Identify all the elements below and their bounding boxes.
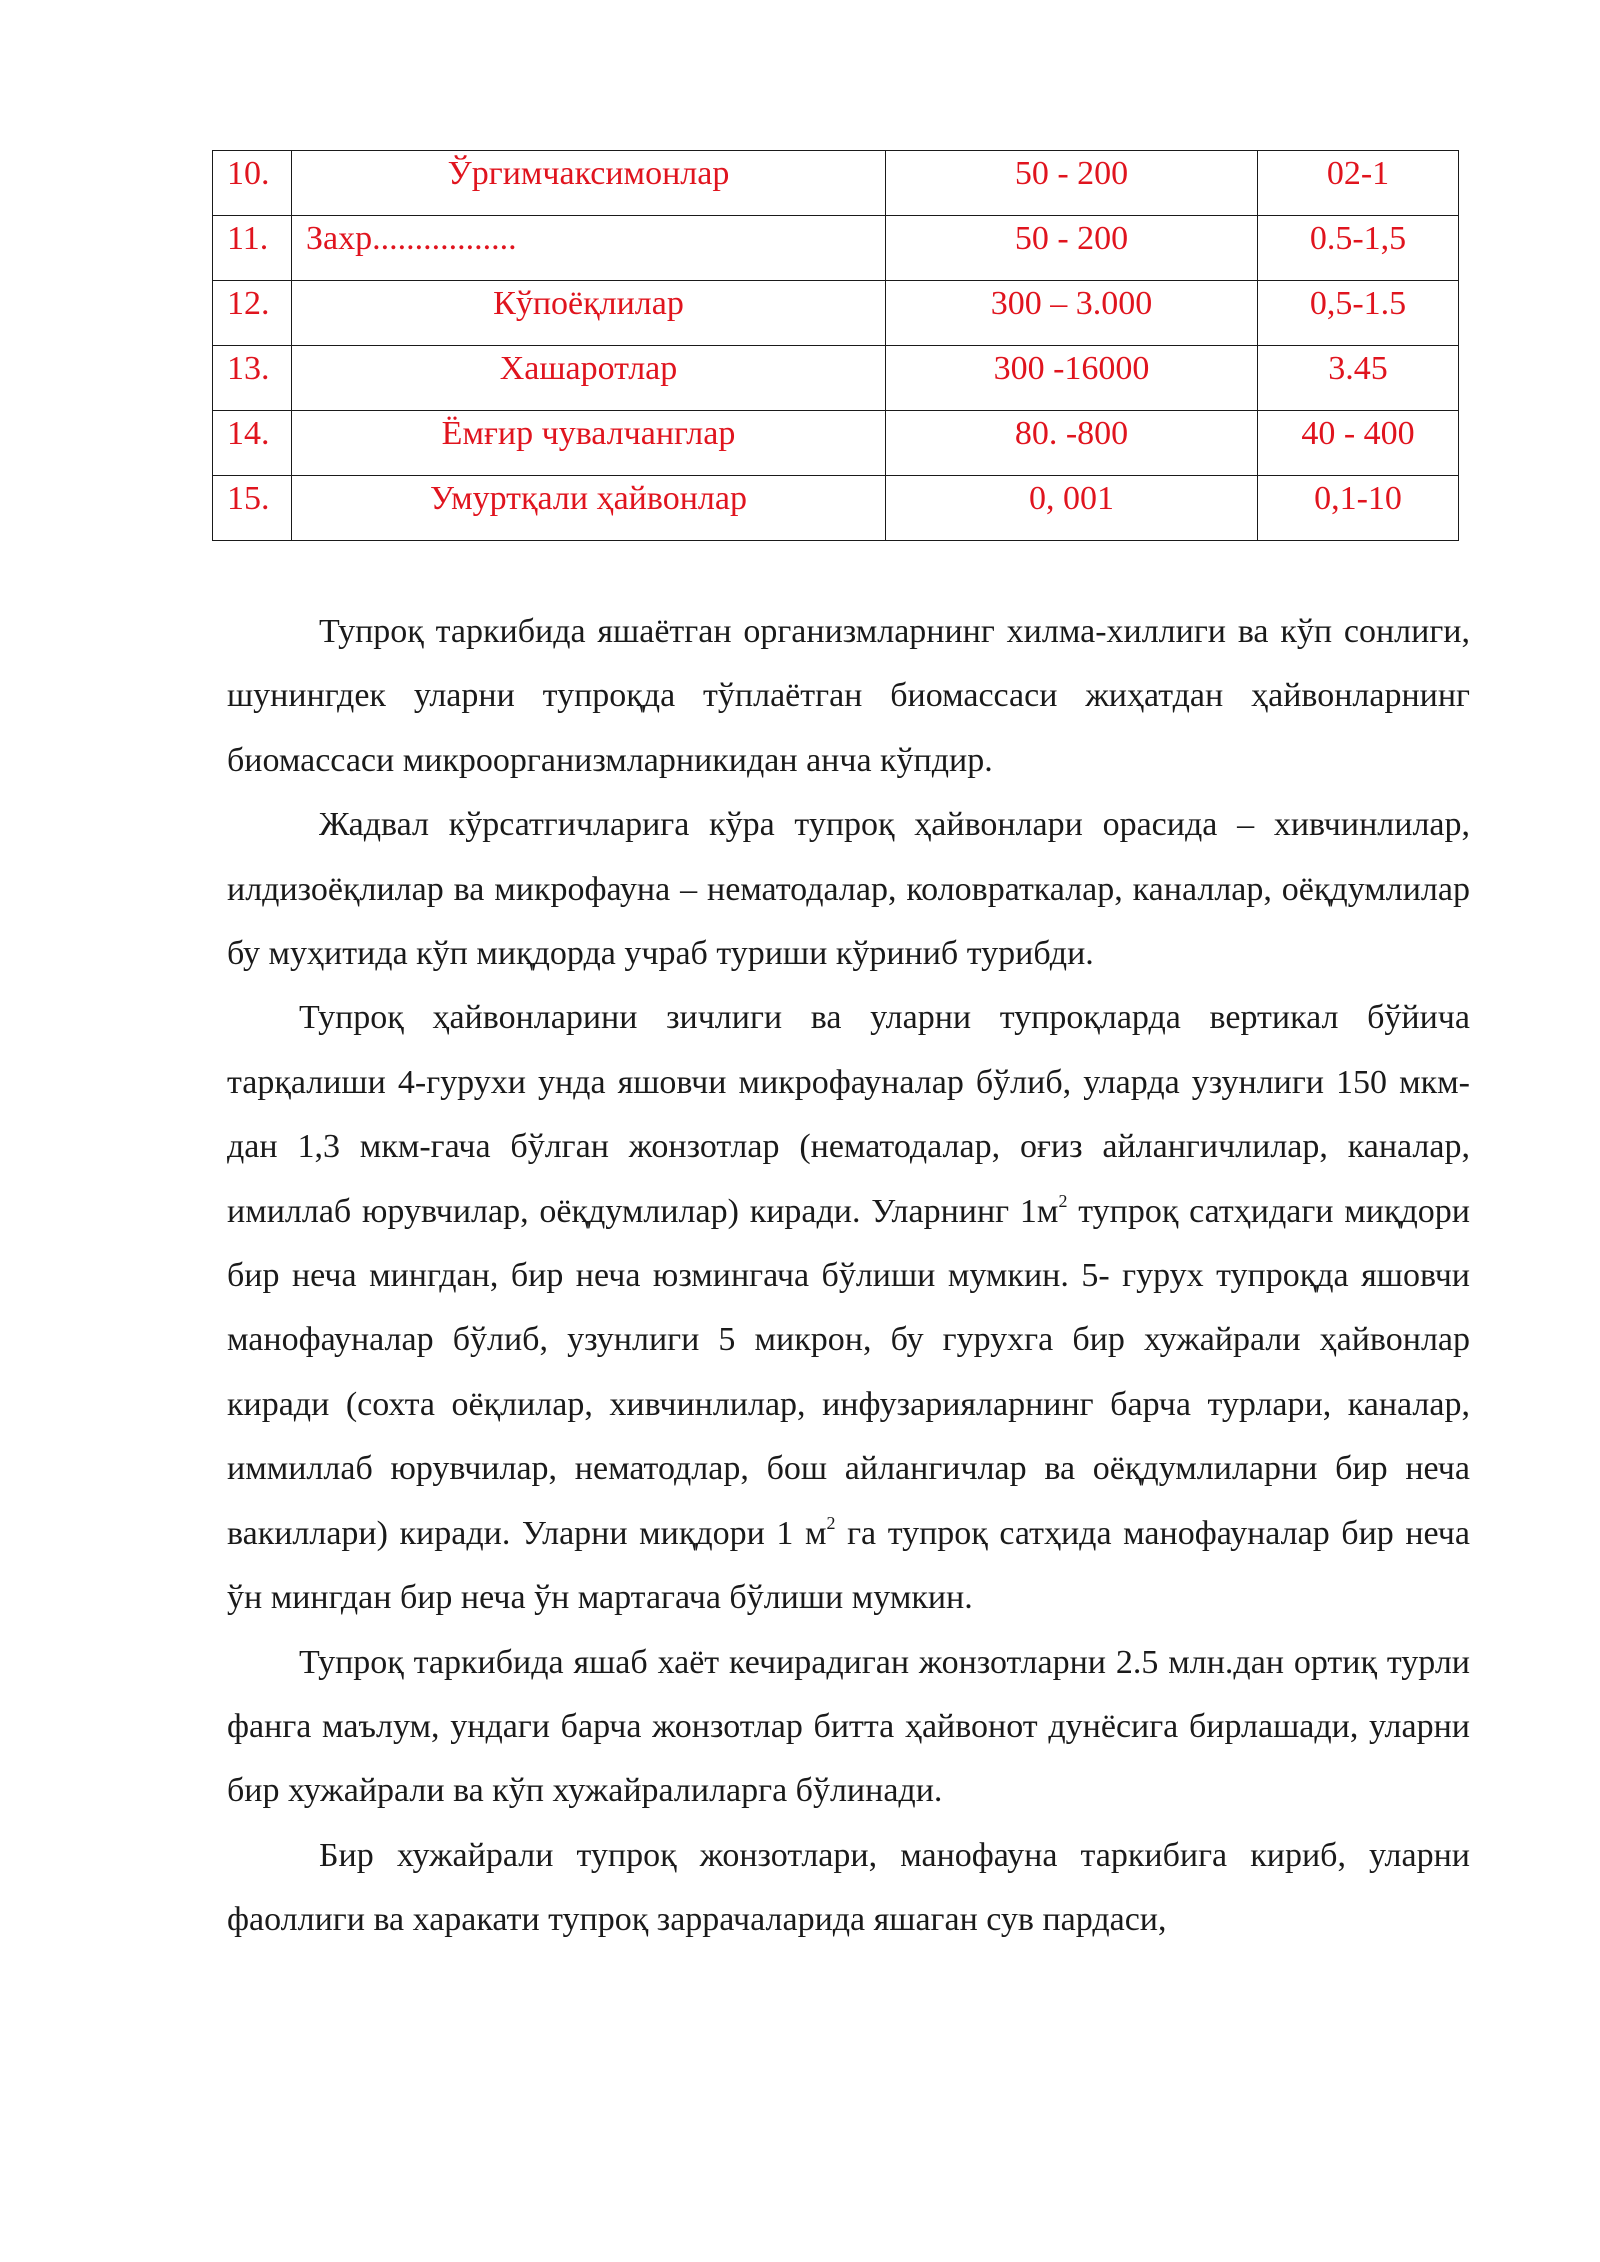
table-row xyxy=(213,476,1459,541)
count-range: 300 -16000 xyxy=(886,346,1258,411)
paragraph: Тупроқ таркибида яшаб хаёт кечирадиган жонзотларни 2.5 млн.дан ортиқ турли фанга маълум, ундаги барча жонзотлар битта ҳайвонот дунёсига бирлашади, уларни бир хужайрали ва кўп хужайралиларга бўлинади. xyxy=(227,1643,1470,1810)
organism-name: Ёмғир чувалчанглар xyxy=(292,411,886,476)
organism-name: Умуртқали ҳайвонлар xyxy=(292,476,886,541)
row-number: 15. xyxy=(213,476,292,541)
table-row xyxy=(213,216,1459,281)
paragraph-text: га тупроқ сатҳида манофауналар бир неча ўн мингдан бир неча ўн мартагача бўлиши мумкин. xyxy=(227,1514,1470,1617)
biomass-value: 0,5-1.5 xyxy=(1258,281,1459,346)
row-number: 11. xyxy=(213,216,292,281)
table-row xyxy=(213,151,1459,216)
biomass-value: 02-1 xyxy=(1258,151,1459,216)
row-number: 12. xyxy=(213,281,292,346)
paragraph: Жадвал кўрсатгичларига кўра тупроқ ҳайвонлари орасида – хивчинлилар, илдизоёқлилар ва микрофауна – нематодалар, коловраткалар, каналлар, оёқдумлилар бу муҳитида кўп миқдорда учраб туриши кўриниб турибди. xyxy=(227,806,1470,973)
table-row xyxy=(213,346,1459,411)
row-number: 10. xyxy=(213,151,292,216)
soil-fauna-table xyxy=(212,150,1459,541)
count-range: 80. -800 xyxy=(886,411,1258,476)
count-range: 300 – 3.000 xyxy=(886,281,1258,346)
superscript: 2 xyxy=(826,1513,836,1534)
superscript: 2 xyxy=(1058,1191,1068,1212)
document-body xyxy=(227,600,1470,1953)
paragraph: Бир хужайрали тупроқ жонзотлари, манофауна таркибига кириб, уларни фаоллиги ва харакати тупроқ заррачаларида яшаган сув пардаси, xyxy=(227,1836,1470,1939)
organism-name: Хашаротлар xyxy=(292,346,886,411)
organism-name: Ўргимчаксимонлар xyxy=(292,151,886,216)
paragraph-text: Тупроқ ҳайвонларини зичлиги ва уларни тупроқларда вертикал бўйича тарқалиши 4-гурухи унда яшовчи микрофауналар бўлиб, уларда узунлиги 150 мкм-дан 1,3 мкм-гача бўлган жонзотлар (нематодалар, оғиз айлангичлилар, каналар, имиллаб юрувчилар, оёқдумлилар) киради. Уларнинг 1м xyxy=(227,999,1470,1230)
table-row xyxy=(213,281,1459,346)
paragraph-text: тупроқ сатҳидаги миқдори бир неча мингдан, бир неча юзмингача бўлиши мумкин. 5- гурух тупроқда яшовчи манофауналар бўлиб, узунлиги 5 микрон, бу гурухга бир хужайрали ҳайвонлар киради (сохта оёқлилар, хивчинлилар, инфузарияларнинг барча турлари, каналар, иммиллаб юрувчилар, нематодлар, бош айлангичлар ва оёқдумлиларни бир неча вакиллари) киради. Уларни миқдори 1 м xyxy=(227,1192,1470,1552)
count-range: 0, 001 xyxy=(886,476,1258,541)
row-number: 14. xyxy=(213,411,292,476)
paragraph: Тупроқ таркибида яшаётган организмларнинг хилма-хиллиги ва кўп сонлиги, шунингдек уларни тупроқда тўплаётган биомассаси жиҳатдан ҳайвонларнинг биомассаси микроорганизмларникидан анча кўпдир. xyxy=(227,613,1470,779)
count-range: 50 - 200 xyxy=(886,151,1258,216)
count-range: 50 - 200 xyxy=(886,216,1258,281)
biomass-value: 40 - 400 xyxy=(1258,411,1459,476)
table-body xyxy=(213,151,1459,541)
table-row xyxy=(213,411,1459,476)
organism-name: Кўпоёқлилар xyxy=(292,281,886,346)
biomass-value: 0,1-10 xyxy=(1258,476,1459,541)
biomass-value: 0.5-1,5 xyxy=(1258,216,1459,281)
paragraph xyxy=(227,986,1470,1630)
row-number: 13. xyxy=(213,346,292,411)
organism-name: Захр................. xyxy=(292,216,886,281)
biomass-value: 3.45 xyxy=(1258,346,1459,411)
